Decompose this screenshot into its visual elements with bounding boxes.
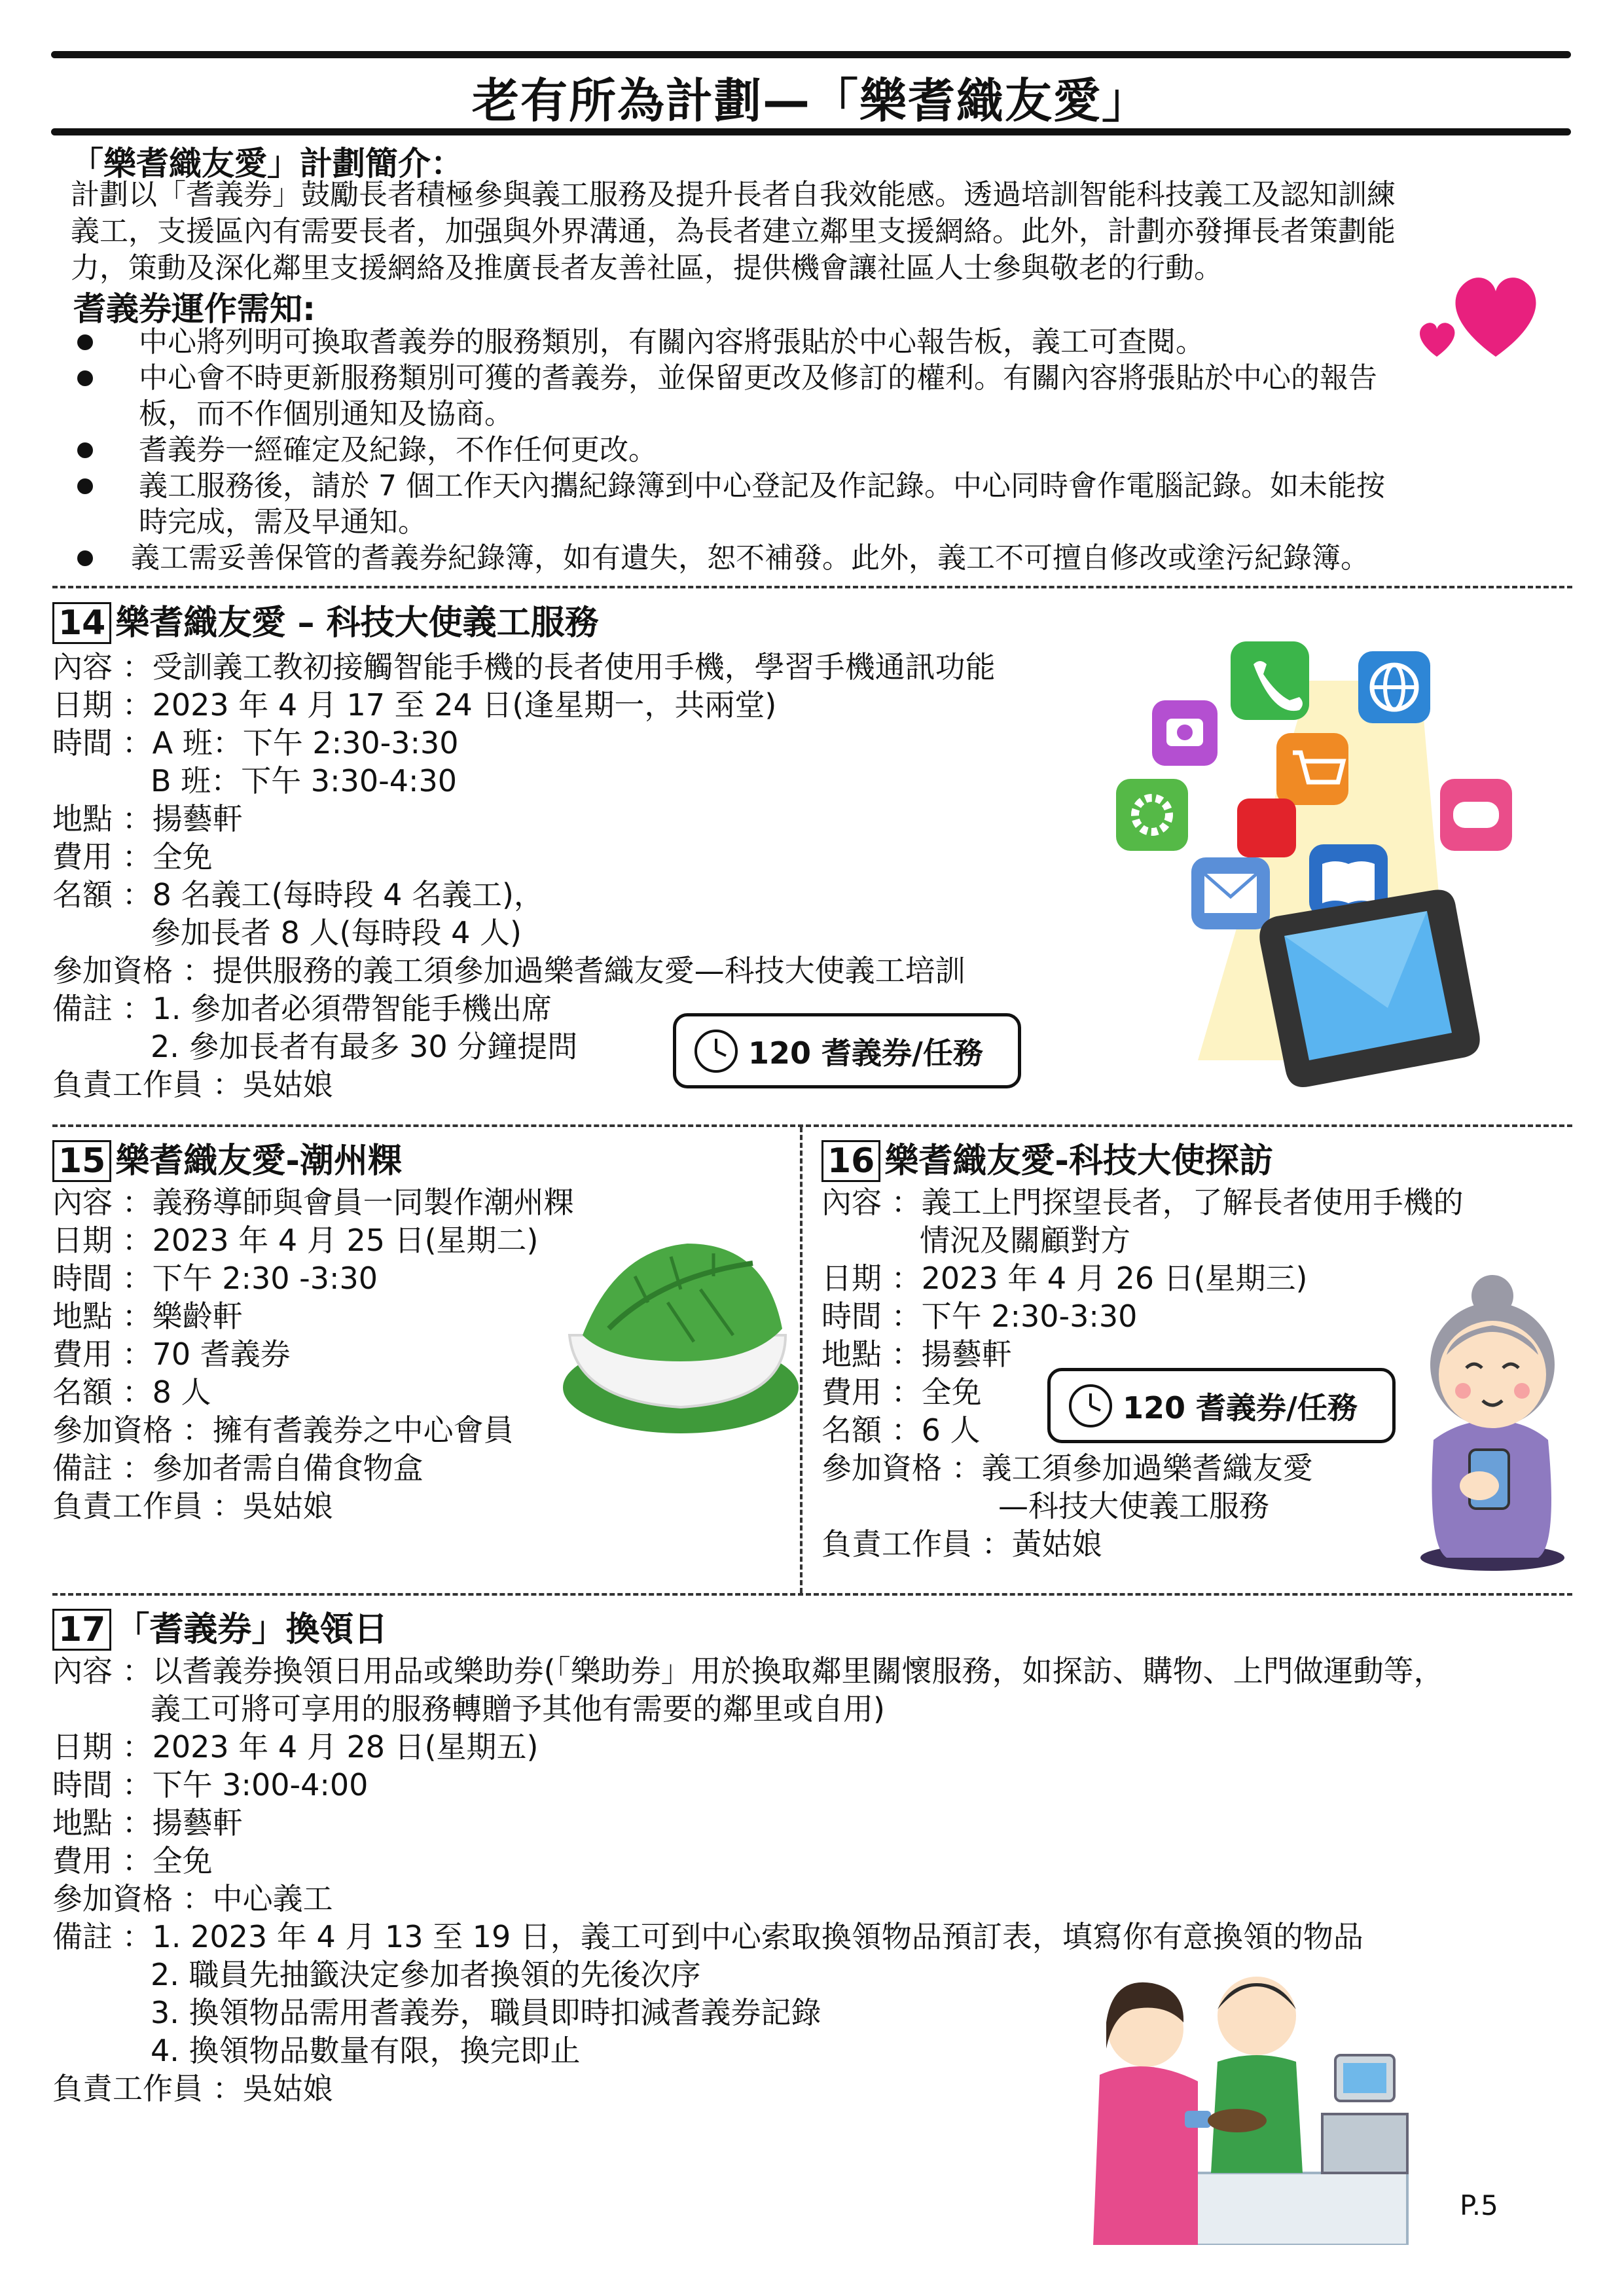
detail-row: 備註 ：1. 2023 年 4 月 13 至 19 日，義工可到中心索取換領物品預訂表，填寫你有意換領的物品 [52,1919,1363,1954]
voucher-badge [673,1013,1021,1088]
detail-row: 名額 ：8 人 [52,1374,211,1410]
rule-item [139,468,1579,540]
detail-row: 負責工作員 ：吳姑娘 [52,1488,333,1524]
detail-row: 內容 ：以耆義券換領日用品或樂助券(「樂助券」用於換取鄰里關懷服務，如探訪、購物、上門做運動等， [52,1653,1444,1689]
detail-row: 義工可將可享用的服務轉贈予其他有需要的鄰里或自用) [151,1691,885,1727]
divider [52,586,1572,588]
detail-row: 2. 職員先抽籤決定參加者換領的先後次序 [151,1957,701,1992]
bullet-icon [77,370,93,386]
divider [52,1124,1572,1127]
header-rule-bottom [51,128,1571,135]
page-header [51,51,1571,136]
clock-icon [1068,1383,1113,1429]
rule-item [139,324,1579,360]
event-title-text: 樂耆織友愛-科技大使探訪 [884,1141,1273,1181]
badge-text: 120 耆義券/任務 [748,1035,983,1071]
intro-paragraph [71,177,1576,287]
page-number: P.5 [1460,2189,1498,2221]
intro-line: 計劃以「耆義券」鼓勵長者積極參與義工服務及提升長者自我效能感。透過培訓智能科技義工及認知訓練 [71,178,1396,211]
detail-row: 地點 ：揚藝軒 [52,1805,243,1840]
rules-heading: 耆義券運作需知: [73,290,316,328]
detail-row: 時間 ：下午 3:00-4:00 [52,1767,369,1803]
voucher-badge [1047,1368,1396,1443]
detail-row: B 班：下午 3:30-4:30 [151,763,457,798]
rice-cake-icon [556,1237,799,1440]
rule-text: 板，而不作個別通知及協商。 [139,397,513,431]
detail-row: 內容 ：義工上門探望長者，了解長者使用手機的 [821,1185,1464,1220]
event-number: 14 [52,602,111,644]
detail-row: 地點 ：揚藝軒 [821,1336,1012,1372]
detail-row: 負責工作員 ：吳姑娘 [52,1067,333,1102]
detail-row: 地點 ：樂齡軒 [52,1299,243,1334]
detail-row: 情況及關顧對方 [920,1223,1130,1258]
detail-row: 參加資格 ：提供服務的義工須參加過樂耆織友愛—科技大使義工培訓 [52,953,965,988]
event-15-details [52,1183,574,1525]
event-17-title [52,1609,388,1651]
detail-row: —科技大使義工服務 [998,1488,1269,1524]
rule-text: 耆義券一經確定及紀錄，不作任何更改。 [139,433,657,467]
detail-row: 日期 ：2023 年 4 月 26 日(星期三) [821,1261,1308,1296]
rule-item [139,360,1579,432]
intro-line: 義工，支援區內有需要長者，加强與外界溝通，為長者建立鄰里支援網絡。此外，計劃亦發揮長者策劃能 [71,215,1396,248]
smartphone-apps-icon [1113,641,1532,1100]
detail-row: 時間 ：下午 2:30-3:30 [821,1299,1138,1334]
rule-item [139,432,1579,468]
detail-row: 費用 ：全免 [52,1843,213,1878]
bullet-icon [77,442,93,458]
detail-row: 日期 ：2023 年 4 月 28 日(星期五) [52,1729,539,1765]
event-15-title [52,1140,402,1182]
clock-icon [693,1028,739,1074]
event-number: 17 [52,1609,111,1651]
page-title: 老有所為計劃—「樂耆織友愛」 [471,73,1150,128]
rule-text: 義工服務後，請於 7 個工作天內攜紀錄簿到中心登記及作記錄。中心同時會作電腦記錄。如未能按 [139,469,1385,503]
divider [52,1593,1572,1596]
detail-row: 內容 ：受訓義工教初接觸智能手機的長者使用手機，學習手機通訊功能 [52,649,996,685]
rule-text: 時完成，需及早通知。 [139,505,427,539]
intro-line: 力，策動及深化鄰里支援網絡及推廣長者友善社區，提供機會讓社區人士參與敬老的行動。 [71,251,1223,285]
detail-row: 名額 ：8 名義工(每時段 4 名義工)， [52,877,544,912]
shop-counter-icon [1087,1957,1414,2245]
rule-item [131,540,1584,576]
detail-row: 備註 ：參加者需自備食物盒 [52,1450,424,1486]
bullet-icon [77,478,93,494]
event-16-title [821,1140,1273,1182]
intro-heading: 「樂耆織友愛」計劃簡介： [71,145,463,183]
detail-row: 4. 換領物品數量有限，換完即止 [151,2033,581,2068]
event-title-text: 樂耆織友愛-潮州粿 [115,1141,402,1181]
detail-row: 時間 ：下午 2:30 -3:30 [52,1261,378,1296]
detail-row: 2. 參加長者有最多 30 分鐘提問 [151,1029,578,1064]
header-rule-top [51,51,1571,58]
event-title-text: 「耆義券」換領日 [115,1610,388,1649]
detail-row: 參加資格 ：中心義工 [52,1881,333,1916]
detail-row: 費用 ：全免 [821,1374,982,1410]
detail-row: 日期 ：2023 年 4 月 17 至 24 日(逢星期一，共兩堂) [52,687,777,723]
badge-text: 120 耆義券/任務 [1123,1390,1358,1426]
elderly-woman-icon [1407,1270,1571,1571]
rule-text: 中心會不時更新服務類別可獲的耆義券，並保留更改及修訂的權利。有關內容將張貼於中心的報告 [139,361,1377,395]
detail-row: 內容 ：義務導師與會員一同製作潮州粿 [52,1185,574,1220]
detail-row: 費用 ：全免 [52,839,213,874]
rule-text: 義工需妥善保管的耆義券紀錄簿，如有遺失，恕不補發。此外，義工不可擅自修改或塗污紀錄簿。 [131,541,1369,575]
detail-row: 備註 ：1. 參加者必須帶智能手機出席 [52,991,552,1026]
detail-row: 參加長者 8 人(每時段 4 人) [151,915,522,950]
column-divider [800,1127,803,1593]
detail-row: 參加資格 ：擁有耆義券之中心會員 [52,1412,514,1448]
detail-row: 負責工作員 ：黃姑娘 [821,1526,1102,1562]
event-number: 15 [52,1140,111,1182]
event-number: 16 [821,1140,880,1182]
event-14-title [52,602,599,644]
bullet-icon [77,334,93,350]
detail-row: 費用 ：70 耆義券 [52,1336,291,1372]
detail-row: 參加資格 ：義工須參加過樂耆織友愛 [821,1450,1313,1486]
detail-row: 3. 換領物品需用耆義券，職員即時扣減耆義券記錄 [151,1995,821,2030]
detail-row: 名額 ：6 人 [821,1412,981,1448]
detail-row: 時間 ：A 班：下午 2:30-3:30 [52,725,459,761]
detail-row: 日期 ：2023 年 4 月 25 日(星期二) [52,1223,539,1258]
bullet-icon [77,550,93,566]
rule-text: 中心將列明可換取耆義券的服務類別，有關內容將張貼於中心報告板，義工可查閱。 [139,325,1204,359]
detail-row: 負責工作員 ：吳姑娘 [52,2071,333,2106]
event-title-text: 樂耆織友愛 – 科技大使義工服務 [115,603,599,643]
detail-row: 地點 ：揚藝軒 [52,801,243,836]
